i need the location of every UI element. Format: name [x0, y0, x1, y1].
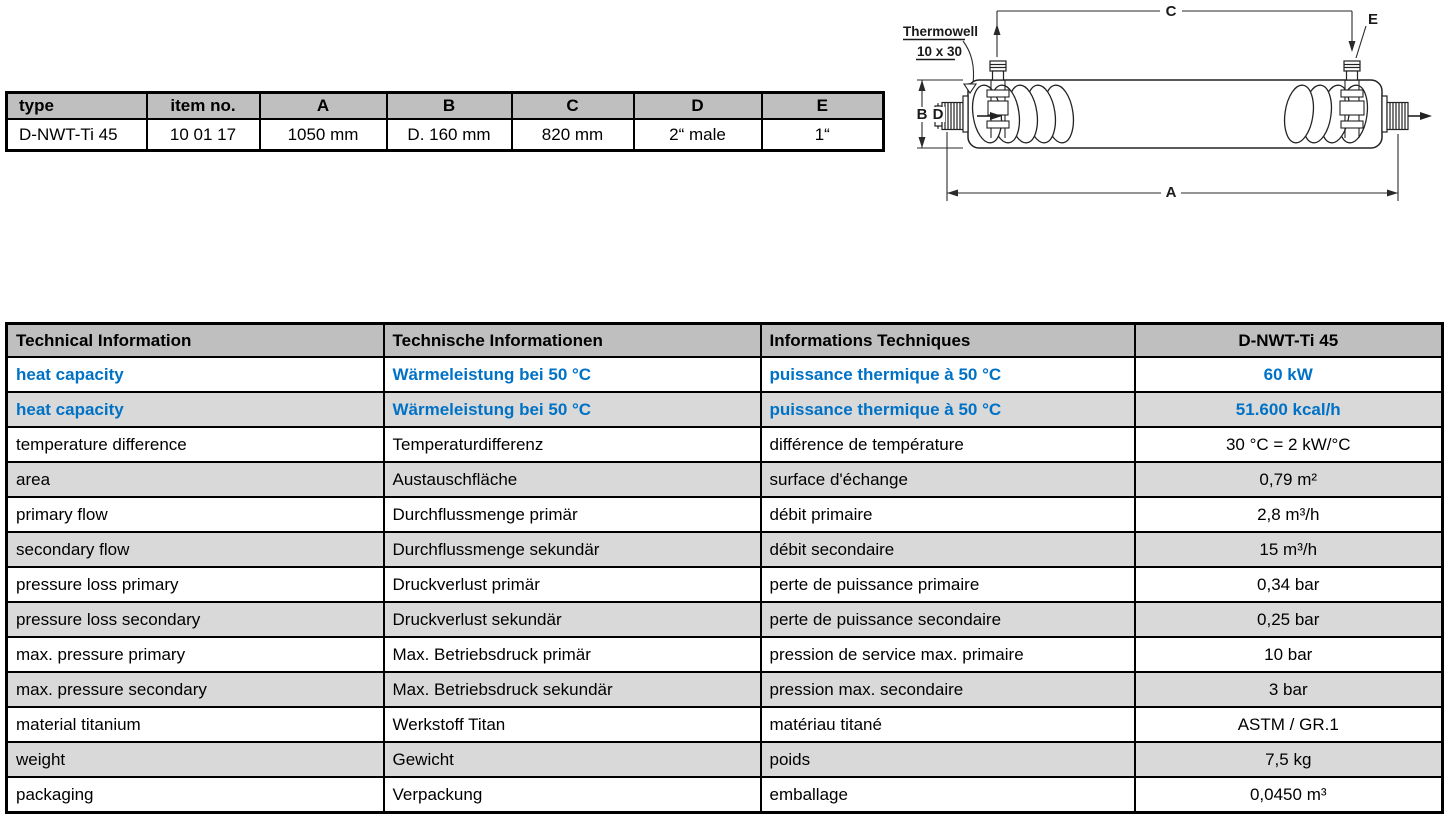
dims-value-item-no: 10 01 17: [147, 119, 260, 151]
spec-cell-value: 15 m³/h: [1135, 532, 1443, 567]
dims-header-type: type: [7, 93, 147, 120]
spec-header-en: Technical Information: [7, 324, 384, 358]
spec-row-heat-capacity-kcal: [7, 392, 1443, 427]
spec-cell-de: Wärmeleistung bei 50 °C: [384, 392, 761, 427]
spec-cell-en: area: [7, 462, 384, 497]
spec-cell-value: 0,79 m²: [1135, 462, 1443, 497]
spec-row-max-pressure-secondary: [7, 672, 1443, 707]
spec-cell-value: 30 °C = 2 kW/°C: [1135, 427, 1443, 462]
outlet-flow-arrow: [1408, 112, 1432, 120]
dim-label-e: E: [1367, 11, 1379, 28]
spec-cell-en: heat capacity: [7, 392, 384, 427]
spec-cell-value: 51.600 kcal/h: [1135, 392, 1443, 427]
spec-cell-value: 60 kW: [1135, 357, 1443, 392]
dims-value-a: 1050 mm: [260, 119, 387, 151]
spec-cell-en: packaging: [7, 777, 384, 813]
spec-row-heat-capacity-kw: [7, 357, 1443, 392]
spec-cell-fr: matériau titané: [761, 707, 1135, 742]
spec-cell-fr: poids: [761, 742, 1135, 777]
dimensions-table: [5, 91, 885, 152]
spec-cell-en: pressure loss secondary: [7, 602, 384, 637]
spec-cell-de: Wärmeleistung bei 50 °C: [384, 357, 761, 392]
spec-cell-fr: pression de service max. primaire: [761, 637, 1135, 672]
dims-value-b: D. 160 mm: [387, 119, 512, 151]
spec-cell-value: 0,25 bar: [1135, 602, 1443, 637]
dimensions-header-row: [7, 93, 884, 120]
spec-cell-value: 7,5 kg: [1135, 742, 1443, 777]
spec-cell-en: max. pressure secondary: [7, 672, 384, 707]
spec-table: [5, 322, 1444, 814]
spec-row-material: [7, 707, 1443, 742]
spec-cell-en: secondary flow: [7, 532, 384, 567]
spec-row-packaging: [7, 777, 1443, 813]
left-top-port: [990, 61, 1006, 80]
spec-cell-de: Temperaturdifferenz: [384, 427, 761, 462]
spec-cell-de: Druckverlust primär: [384, 567, 761, 602]
spec-cell-de: Durchflussmenge sekundär: [384, 532, 761, 567]
spec-row-weight: [7, 742, 1443, 777]
technical-drawing: [895, 0, 1445, 207]
spec-cell-value: 2,8 m³/h: [1135, 497, 1443, 532]
dim-label-d: D: [932, 106, 944, 123]
spec-cell-de: Austauschfläche: [384, 462, 761, 497]
spec-cell-value: 10 bar: [1135, 637, 1443, 672]
spec-cell-fr: surface d'échange: [761, 462, 1135, 497]
spec-cell-fr: perte de puissance primaire: [761, 567, 1135, 602]
spec-cell-value: 0,0450 m³: [1135, 777, 1443, 813]
spec-cell-de: Max. Betriebsdruck sekundär: [384, 672, 761, 707]
spec-cell-en: weight: [7, 742, 384, 777]
spec-cell-de: Verpackung: [384, 777, 761, 813]
spec-header-de: Technische Informationen: [384, 324, 761, 358]
dim-label-a: A: [1165, 184, 1177, 201]
thermowell-size-label: 10 x 30: [917, 44, 963, 59]
dims-value-e: 1“: [762, 119, 884, 151]
spec-cell-en: primary flow: [7, 497, 384, 532]
spec-header-fr: Informations Techniques: [761, 324, 1135, 358]
dimensions-value-row: [7, 119, 884, 151]
left-coil: [969, 83, 1077, 144]
thermowell-label: Thermowell: [903, 24, 979, 39]
spec-row-secondary-flow: [7, 532, 1443, 567]
spec-cell-fr: emballage: [761, 777, 1135, 813]
spec-cell-en: heat capacity: [7, 357, 384, 392]
dims-header-a: A: [260, 93, 387, 120]
spec-header-row: [7, 324, 1443, 358]
spec-row-pressure-loss-secondary: [7, 602, 1443, 637]
spec-cell-en: temperature difference: [7, 427, 384, 462]
dim-label-c: C: [1165, 3, 1177, 20]
spec-cell-fr: perte de puissance secondaire: [761, 602, 1135, 637]
spec-cell-fr: différence de température: [761, 427, 1135, 462]
spec-row-temperature-difference: [7, 427, 1443, 462]
spec-row-area: [7, 462, 1443, 497]
spec-cell-fr: puissance thermique à 50 °C: [761, 392, 1135, 427]
spec-cell-de: Durchflussmenge primär: [384, 497, 761, 532]
spec-cell-value: ASTM / GR.1: [1135, 707, 1443, 742]
dims-value-c: 820 mm: [512, 119, 634, 151]
spec-row-pressure-loss-primary: [7, 567, 1443, 602]
spec-row-max-pressure-primary: [7, 637, 1443, 672]
dims-header-item-no: item no.: [147, 93, 260, 120]
dims-value-type: D-NWT-Ti 45: [7, 119, 147, 151]
dims-header-b: B: [387, 93, 512, 120]
spec-cell-de: Werkstoff Titan: [384, 707, 761, 742]
spec-header-model: D-NWT-Ti 45: [1135, 324, 1443, 358]
spec-cell-value: 3 bar: [1135, 672, 1443, 707]
spec-cell-en: max. pressure primary: [7, 637, 384, 672]
dim-label-b: B: [916, 106, 928, 123]
spec-cell-fr: débit secondaire: [761, 532, 1135, 567]
dims-value-d: 2“ male: [634, 119, 762, 151]
spec-cell-en: material titanium: [7, 707, 384, 742]
spec-cell-fr: pression max. secondaire: [761, 672, 1135, 707]
right-top-port: [1344, 61, 1360, 80]
right-connector: [1382, 96, 1408, 132]
spec-cell-fr: débit primaire: [761, 497, 1135, 532]
spec-cell-value: 0,34 bar: [1135, 567, 1443, 602]
dims-header-d: D: [634, 93, 762, 120]
spec-cell-fr: puissance thermique à 50 °C: [761, 357, 1135, 392]
spec-cell-de: Gewicht: [384, 742, 761, 777]
dims-header-e: E: [762, 93, 884, 120]
spec-cell-de: Max. Betriebsdruck primär: [384, 637, 761, 672]
spec-cell-de: Druckverlust sekundär: [384, 602, 761, 637]
dims-header-c: C: [512, 93, 634, 120]
spec-row-primary-flow: [7, 497, 1443, 532]
spec-cell-en: pressure loss primary: [7, 567, 384, 602]
